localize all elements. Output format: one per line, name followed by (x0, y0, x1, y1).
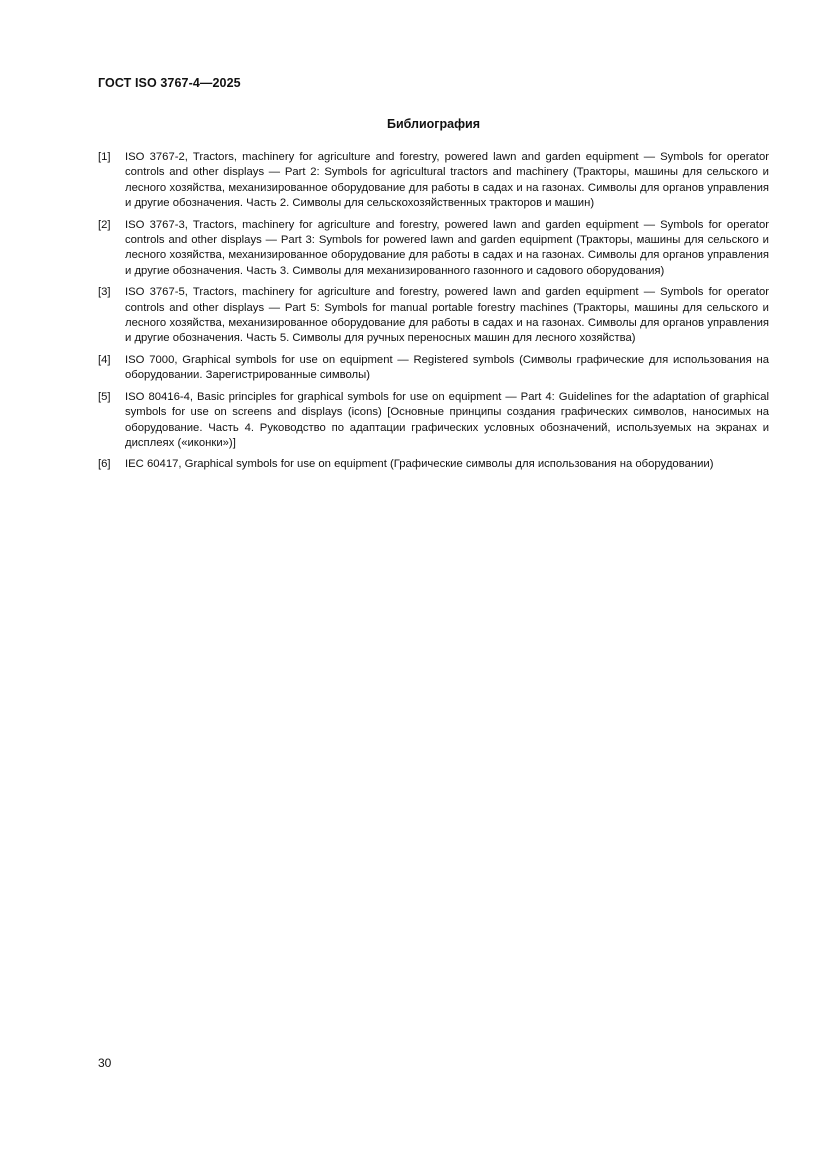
bibliography-entry-text: ISO 3767-2, Tractors, machinery for agriculture and forestry, powered lawn and garden equipment — Symbols for operator controls and other displays — Part 2: Symbols for agricultural tractors and machinery (Тракторы, машины для сельского и лесного хозяйства, механизированное оборудование для работы в садах и на газонах. Символы для органов управления и другие обозначения. Часть 2. Символы для сельскохозяйственных тракторов и машин) (125, 151, 769, 210)
bibliography-entry (98, 390, 769, 452)
document-header: ГОСТ ISO 3767-4—2025 (98, 76, 241, 90)
bibliography-entry-number: [2] (98, 218, 111, 231)
bibliography-entry-text: ISO 3767-5, Tractors, machinery for agriculture and forestry, powered lawn and garden equipment — Symbols for operator controls and other displays — Part 5: Symbols for manual portable forestry machines (Тракторы, машины для сельского и лесного хозяйства, механизированное оборудование для работы в садах и на газонах. Символы для органов управления и другие обозначения. Часть 5. Символы для ручных переносных машин для лесного хозяйства) (125, 286, 769, 345)
bibliography-entry-text: ISO 3767-3, Tractors, machinery for agriculture and forestry, powered lawn and garden equipment — Symbols for operator controls and other displays — Part 3: Symbols for powered lawn and garden equipment (Тракторы, машины для сельского и лесного хозяйства, механизированное оборудование для работы в садах и на газонах. Символы для органов управления и другие обозначения. Часть 3. Символы для механизированного газонного и садового оборудования) (125, 218, 769, 277)
bibliography-entry-text: ISO 7000, Graphical symbols for use on equipment — Registered symbols (Символы графические для использования на оборудовании. Зарегистрированные символы) (125, 353, 769, 382)
bibliography-list (98, 150, 769, 479)
bibliography-entry-number: [5] (98, 390, 111, 403)
bibliography-entry (98, 285, 769, 347)
bibliography-entry-number: [1] (98, 151, 111, 163)
bibliography-entry-text: ISO 80416-4, Basic principles for graphical symbols for use on equipment — Part 4: Guidelines for the adaptation of graphical symbols for use on screens and displays (icons) [Основные принципы создания графических символов, наносимых на оборудование. Часть 4. Руководство по адаптации графических условных обозначений, используемых на экранах и дисплеях («иконки»)] (125, 390, 769, 449)
bibliography-entry-number: [3] (98, 286, 111, 299)
bibliography-entry (98, 150, 769, 212)
bibliography-entry (98, 457, 769, 472)
bibliography-entry (98, 353, 769, 384)
bibliography-entry (98, 218, 769, 280)
bibliography-entry-number: [4] (98, 353, 111, 366)
section-title: Библиография (386, 117, 481, 131)
bibliography-entry-text: IEC 60417, Graphical symbols for use on equipment (Графические символы для использования на оборудовании) (125, 458, 714, 471)
bibliography-entry-number: [6] (98, 458, 111, 471)
page-number: 30 (98, 1056, 112, 1070)
